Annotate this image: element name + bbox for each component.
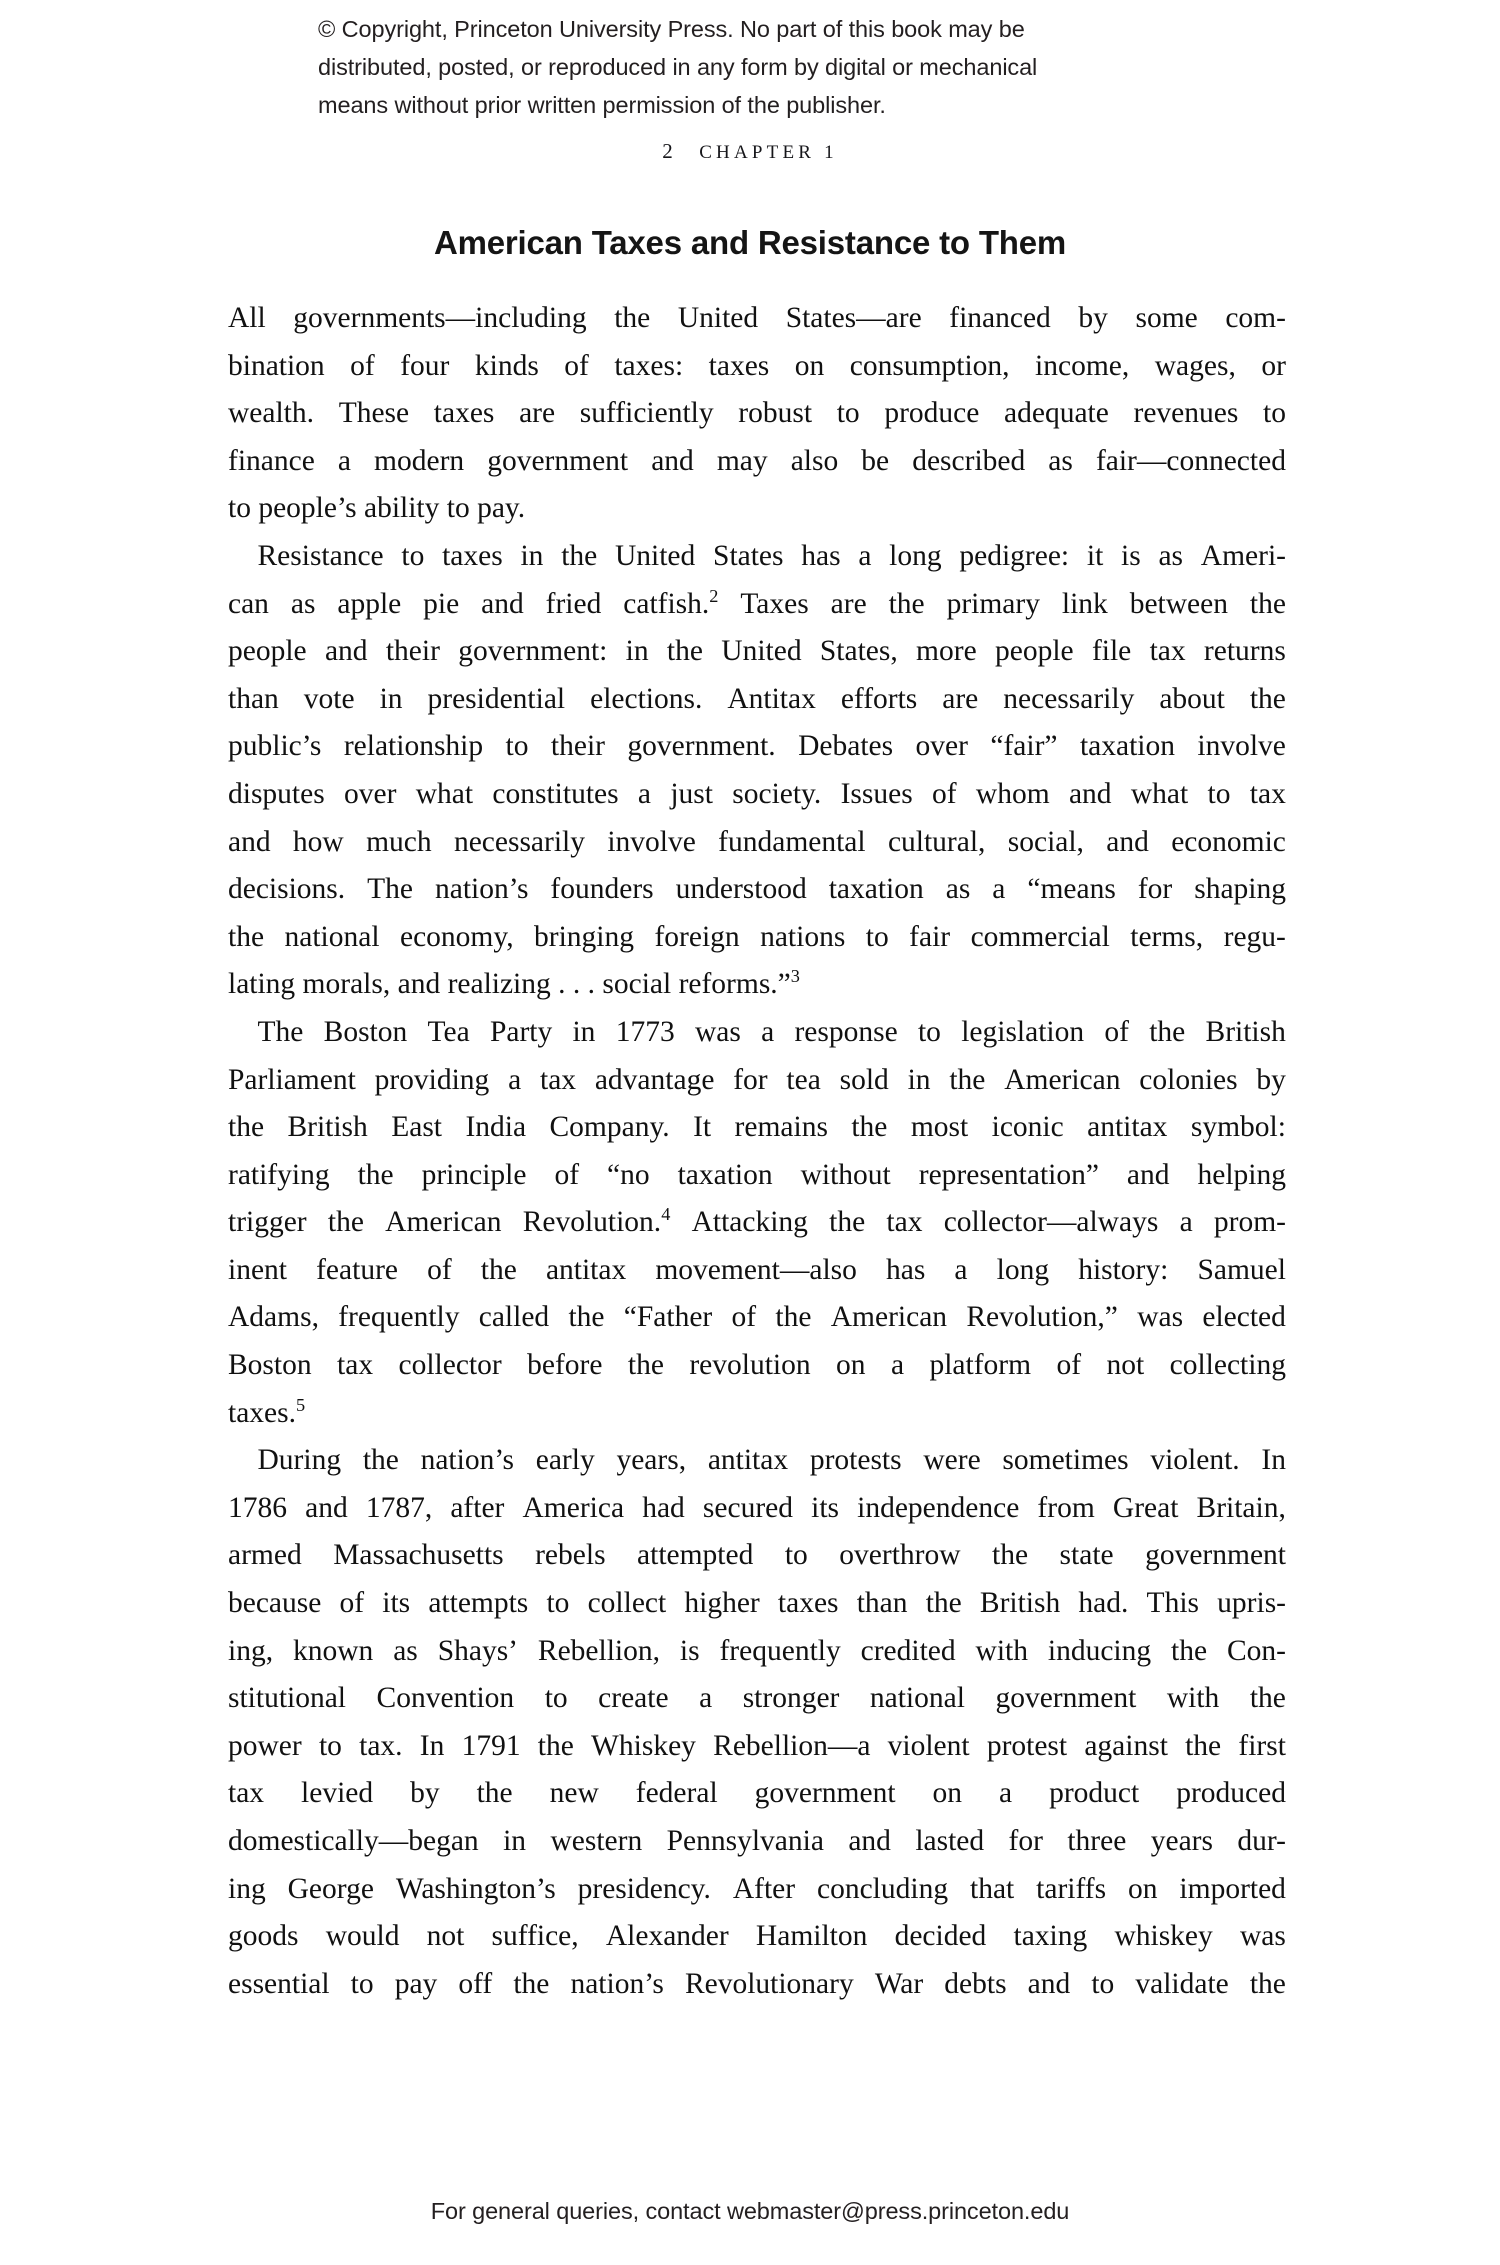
section-heading: American Taxes and Resistance to Them: [433, 224, 1067, 261]
paragraph-early-years: [228, 1437, 1286, 2008]
text-line: Boston tax collector before the revolution on a platform of not collecting: [228, 1349, 1286, 1382]
text-line: disputes over what constitutes a just society. Issues of whom and what to tax: [228, 777, 1286, 810]
text-line: ing George Washington’s presidency. After concluding that tariffs on imported: [228, 1872, 1286, 1905]
text-line: trigger the American Revolution.$^4$ Attacking the tax collector—always a prom-: [228, 1204, 1286, 1239]
text-line: because of its attempts to collect higher taxes than the British had. This upris-: [228, 1587, 1286, 1620]
text-line: During the nation’s early years, antitax protests were sometimes violent. In: [228, 1444, 1286, 1477]
text-line: inent feature of the antitax movement—also has a long history: Samuel: [228, 1253, 1286, 1286]
text-line: people and their government: in the United States, more people file tax returns: [228, 635, 1286, 668]
footnote-marker-3: 3: [790, 966, 800, 987]
text-line: the national economy, bringing foreign nations to fair commercial terms, regu-: [228, 920, 1286, 953]
text-line: can as apple pie and fried catfish.$^2$ Taxes are the primary link between the: [228, 585, 1286, 620]
copyright-line-2: distributed, posted, or reproduced in any form by digital or mechanical: [318, 54, 1038, 80]
text-line: power to tax. In 1791 the Whiskey Rebellion—a violent protest against the first: [228, 1729, 1286, 1762]
text-line: than vote in presidential elections. Antitax efforts are necessarily about the: [228, 682, 1286, 715]
chapter-label: CHAPTER 1: [699, 142, 838, 163]
paragraph-boston-tea-party: [228, 1009, 1286, 1437]
text-line: All governments—including the United States—are financed by some com-: [228, 302, 1286, 334]
text-line: bination of four kinds of taxes: taxes on consumption, income, wages, or: [228, 349, 1286, 382]
text-line: lating morals, and realizing . . . social reforms.”$^3$: [228, 966, 800, 1001]
footnote-marker-4: 4: [661, 1204, 671, 1225]
body-text-column: [228, 295, 1286, 2008]
text-line: essential to pay off the nation’s Revolutionary War debts and to validate the: [228, 1967, 1286, 2000]
text-line: The Boston Tea Party in 1773 was a response to legislation of the British: [228, 1015, 1286, 1048]
running-head: [0, 139, 1500, 164]
text-line: Resistance to taxes in the United States has a long pedigree: it is as Ameri-: [228, 539, 1286, 572]
paragraph-resistance-to-taxes: [228, 533, 1286, 1009]
text-line: public’s relationship to their government. Debates over “fair” taxation involve: [228, 730, 1286, 763]
text-line: 1786 and 1787, after America had secured its independence from Great Britain,: [228, 1491, 1286, 1524]
copyright-line-1: © Copyright, Princeton University Press. No part of this book may be: [318, 16, 1025, 42]
page-folio: 2: [662, 139, 674, 163]
text-line: the British East India Company. It remains the most iconic antitax symbol:: [228, 1111, 1286, 1144]
text-line: domestically—began in western Pennsylvania and lasted for three years dur-: [228, 1825, 1286, 1857]
text-line: taxes.$^5$: [228, 1394, 306, 1429]
text-line: decisions. The nation’s founders understood taxation as a “means for shaping: [228, 873, 1286, 906]
text-line: Adams, frequently called the “Father of the American Revolution,” was elected: [228, 1301, 1286, 1334]
text-line: goods would not suffice, Alexander Hamilton decided taxing whiskey was: [228, 1920, 1286, 1953]
footnote-marker-5: 5: [296, 1394, 306, 1415]
text-line: and how much necessarily involve fundamental cultural, social, and economic: [228, 825, 1286, 858]
copyright-notice: [318, 10, 1218, 124]
text-line: ratifying the principle of “no taxation without representation” and helping: [228, 1158, 1286, 1191]
text-line: finance a modern government and may also be described as fair—connected: [228, 444, 1286, 477]
footnote-marker-2: 2: [709, 585, 719, 606]
text-line: ing, known as Shays’ Rebellion, is frequently credited with inducing the Con-: [228, 1634, 1286, 1667]
text-line: wealth. These taxes are sufficiently robust to produce adequate revenues to: [228, 397, 1286, 430]
footer-contact-note: For general queries, contact webmaster@press.princeton.edu: [430, 2198, 1070, 2224]
text-line: armed Massachusetts rebels attempted to overthrow the state government: [228, 1539, 1286, 1572]
text-line: stitutional Convention to create a stronger national government with the: [228, 1682, 1286, 1715]
text-line: tax levied by the new federal government on a product produced: [228, 1777, 1286, 1810]
text-line: Parliament providing a tax advantage for tea sold in the American colonies by: [228, 1063, 1286, 1096]
paragraph-all-governments: [228, 295, 1286, 533]
text-line: to people’s ability to pay.: [228, 492, 526, 525]
copyright-line-3: means without prior written permission of the publisher.: [318, 92, 886, 118]
